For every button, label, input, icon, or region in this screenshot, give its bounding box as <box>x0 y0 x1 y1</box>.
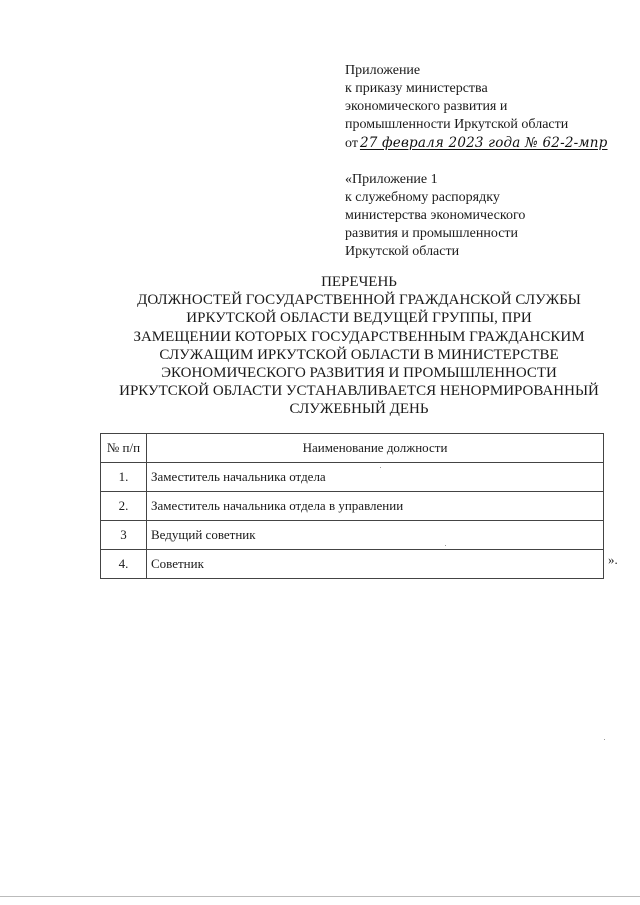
title-line: ИРКУТСКОЙ ОБЛАСТИ ВЕДУЩЕЙ ГРУППЫ, ПРИ <box>186 310 532 327</box>
column-header-position: Наименование должности <box>147 434 604 463</box>
handwritten-date-number: 27 февраля 2023 года № 62-2-мпр <box>359 135 608 151</box>
positions-table <box>100 433 604 579</box>
title-line: ЗАМЕЩЕНИИ КОТОРЫХ ГОСУДАРСТВЕННЫМ ГРАЖДАНСКИМ <box>133 328 585 345</box>
order-date-line <box>345 134 635 153</box>
title-line: ИРКУТСКОЙ ОБЛАСТИ УСТАНАВЛИВАЕТСЯ НЕНОРМИРОВАННЫЙ <box>119 383 599 400</box>
closing-quote: ». <box>608 552 618 567</box>
table-row <box>101 463 604 492</box>
header-line: Приложение <box>345 63 421 78</box>
scan-speck <box>604 739 605 740</box>
table-row <box>101 521 604 550</box>
position-name: Ведущий советник <box>147 521 604 550</box>
header-line: экономического развития и <box>345 99 508 114</box>
appendix-reference <box>345 171 635 261</box>
header-line: к приказу министерства <box>345 81 488 96</box>
column-header-number: № п/п <box>101 434 147 463</box>
title-line: ЭКОНОМИЧЕСКОГО РАЗВИТИЯ И ПРОМЫШЛЕННОСТИ <box>161 365 557 382</box>
title-line: СЛУЖАЩИМ ИРКУТСКОЙ ОБЛАСТИ В МИНИСТЕРСТВЕ <box>159 346 559 363</box>
table-row <box>101 492 604 521</box>
table-row <box>101 550 604 579</box>
appendix-line: «Приложение 1 <box>345 172 438 187</box>
position-name: Заместитель начальника отдела в управлении <box>147 492 604 521</box>
appendix-header <box>345 62 635 261</box>
document-title <box>100 273 618 419</box>
table-header-row <box>101 434 604 463</box>
row-number: 2. <box>101 492 147 521</box>
page-edge <box>0 896 640 897</box>
date-prefix: от <box>345 136 358 151</box>
appendix-line: министерства экономического <box>345 208 526 223</box>
position-name: Заместитель начальника отдела <box>147 463 604 492</box>
row-number: 3 <box>101 521 147 550</box>
appendix-line: Иркутской области <box>345 244 460 259</box>
scan-speck <box>445 545 446 546</box>
title-line: СЛУЖЕБНЫЙ ДЕНЬ <box>289 401 429 418</box>
position-name: Советник <box>147 550 604 579</box>
appendix-line: развития и промышленности <box>345 226 519 241</box>
title-line: ДОЛЖНОСТЕЙ ГОСУДАРСТВЕННОЙ ГРАЖДАНСКОЙ СЛУЖБЫ <box>137 292 581 309</box>
row-number: 4. <box>101 550 147 579</box>
title-line: ПЕРЕЧЕНЬ <box>321 274 397 290</box>
row-number: 1. <box>101 463 147 492</box>
scan-speck <box>380 467 381 468</box>
appendix-line: к служебному распорядку <box>345 190 500 205</box>
header-line: промышленности Иркутской области <box>345 117 569 132</box>
